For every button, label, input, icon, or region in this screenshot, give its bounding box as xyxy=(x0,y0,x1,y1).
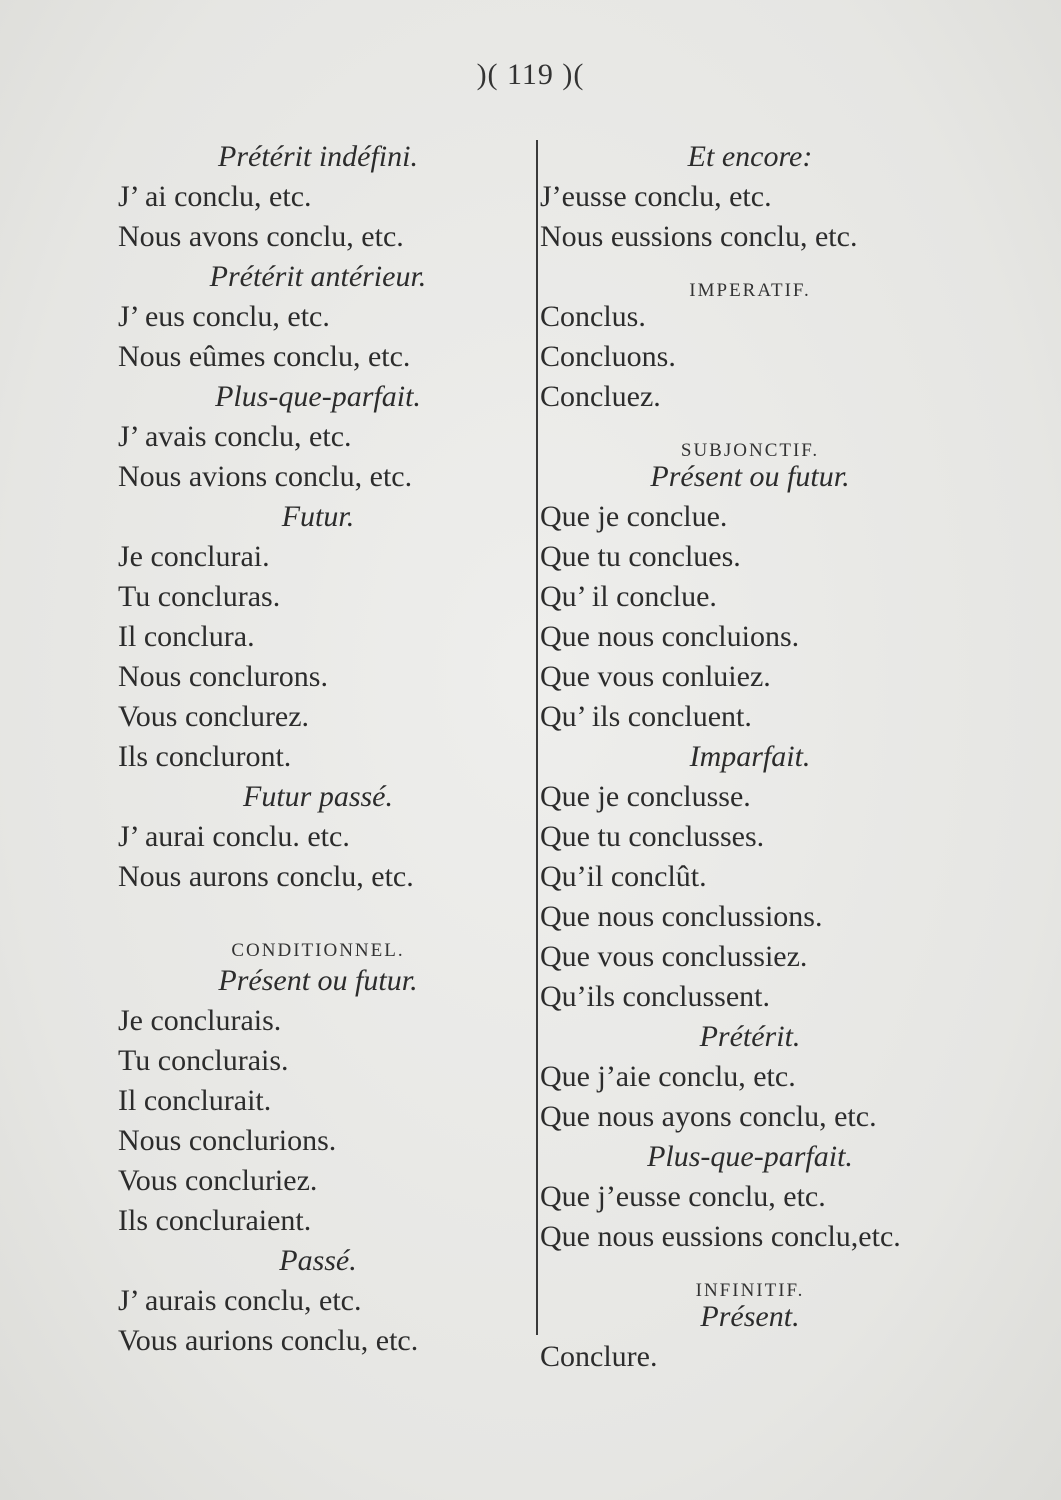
left-tense-heading: Passé. xyxy=(279,1244,357,1277)
left-tense-heading: Prétérit antérieur. xyxy=(209,260,427,293)
left-tense-heading: Présent ou futur. xyxy=(218,964,418,997)
left-text-line: J’ aurais conclu, etc. xyxy=(118,1284,362,1317)
left-text-line: J’ avais conclu, etc. xyxy=(118,420,352,453)
left-text-line: Nous avons conclu, etc. xyxy=(118,220,404,253)
left-text-line: Il conclura. xyxy=(118,620,255,653)
left-text-line: Vous concluriez. xyxy=(118,1164,318,1197)
right-text-line: J’eusse conclu, etc. xyxy=(540,180,772,213)
left-tense-heading: Futur. xyxy=(281,500,355,533)
right-text-line: Que j’eusse conclu, etc. xyxy=(540,1180,826,1213)
left-text-line: Nous avions conclu, etc. xyxy=(118,460,413,493)
right-text-line: Que vous conclussiez. xyxy=(540,940,808,973)
left-tense-heading: Prétérit indéfini. xyxy=(218,140,418,173)
right-section-heading: INFINITIF. xyxy=(695,1280,805,1301)
right-text-line: Que tu conclusses. xyxy=(540,820,765,853)
left-text-line: Je conclurai. xyxy=(118,540,270,573)
left-text-line: Ils concluront. xyxy=(118,740,292,773)
page-number: )( 119 )( xyxy=(476,58,585,91)
left-text-line: Nous conclurions. xyxy=(118,1124,337,1157)
left-tense-heading: Plus-que-parfait. xyxy=(215,380,421,413)
column-divider xyxy=(536,140,538,1335)
left-text-line: Ils concluraient. xyxy=(118,1204,312,1237)
left-text-line: Je conclurais. xyxy=(118,1004,282,1037)
right-tense-heading: Présent. xyxy=(700,1300,800,1333)
right-text-line: Concluez. xyxy=(540,380,661,413)
left-text-line: Vous conclurez. xyxy=(118,700,310,733)
right-text-line: Nous eussions conclu, etc. xyxy=(540,220,858,253)
left-text-line: Tu conclurais. xyxy=(118,1044,289,1077)
left-text-line: Nous eûmes conclu, etc. xyxy=(118,340,411,373)
right-text-line: Que nous conclussions. xyxy=(540,900,823,933)
left-text-line: J’ aurai conclu. etc. xyxy=(118,820,350,853)
right-section-heading: IMPERATIF. xyxy=(689,280,811,301)
right-tense-heading: Présent ou futur. xyxy=(650,460,850,493)
right-text-line: Que nous eussions conclu,etc. xyxy=(540,1220,901,1253)
right-tense-heading: Prétérit. xyxy=(699,1020,801,1053)
right-tense-heading: Et encore: xyxy=(687,140,813,173)
right-text-line: Que vous conluiez. xyxy=(540,660,771,693)
left-text-line: Nous aurons conclu, etc. xyxy=(118,860,414,893)
left-text-line: J’ ai conclu, etc. xyxy=(118,180,312,213)
right-text-line: Que je conclue. xyxy=(540,500,728,533)
left-text-line: Nous conclurons. xyxy=(118,660,328,693)
left-section-heading: CONDITIONNEL. xyxy=(231,940,405,961)
right-text-line: Que nous ayons conclu, etc. xyxy=(540,1100,877,1133)
right-text-line: Conclure. xyxy=(540,1340,658,1373)
right-text-line: Concluons. xyxy=(540,340,676,373)
right-text-line: Qu’ ils concluent. xyxy=(540,700,752,733)
right-text-line: Qu’il conclût. xyxy=(540,860,707,893)
right-text-line: Conclus. xyxy=(540,300,646,333)
right-text-line: Que nous concluions. xyxy=(540,620,800,653)
right-tense-heading: Plus-que-parfait. xyxy=(647,1140,853,1173)
right-text-line: Qu’ils conclussent. xyxy=(540,980,770,1013)
left-tense-heading: Futur passé. xyxy=(243,780,393,813)
right-text-line: Que tu conclues. xyxy=(540,540,741,573)
right-text-line: Qu’ il conclue. xyxy=(540,580,717,613)
right-tense-heading: Imparfait. xyxy=(689,740,811,773)
left-text-line: Vous aurions conclu, etc. xyxy=(118,1324,419,1357)
right-text-line: Que j’aie conclu, etc. xyxy=(540,1060,796,1093)
right-section-heading: SUBJONCTIF. xyxy=(680,440,820,461)
left-text-line: J’ eus conclu, etc. xyxy=(118,300,330,333)
left-text-line: Il conclurait. xyxy=(118,1084,272,1117)
left-text-line: Tu concluras. xyxy=(118,580,281,613)
right-text-line: Que je conclusse. xyxy=(540,780,751,813)
